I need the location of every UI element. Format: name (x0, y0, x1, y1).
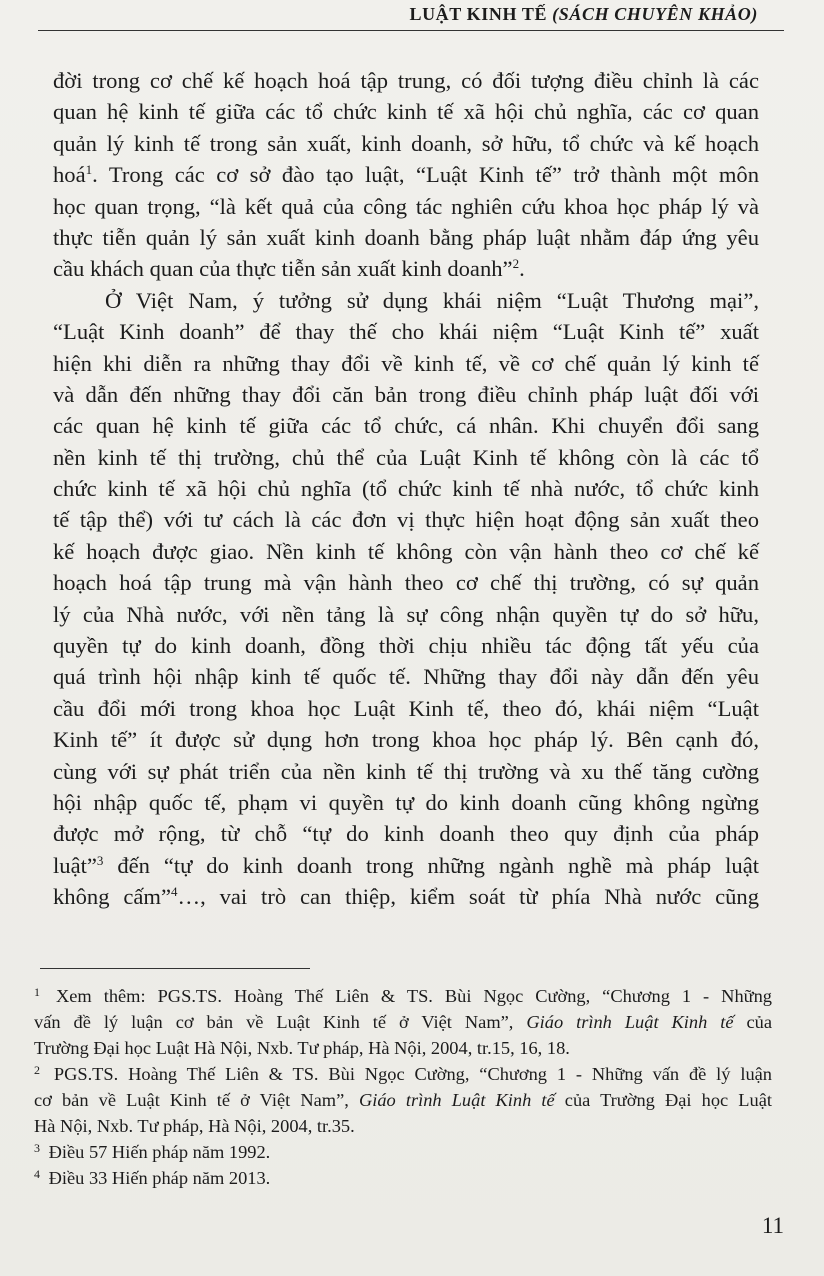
body-line: nền kinh tế thị trường, chủ thể của Luật Kinh tế không còn là các tổ (53, 444, 759, 470)
body-line: học quan trọng, “là kết quả của công tác nghiên cứu khoa học pháp lý và (53, 193, 759, 219)
body-line: chức kinh tế xã hội chủ nghĩa (tổ chức kinh tế nhà nước, tổ chức kinh (53, 476, 759, 502)
page-number: 11 (761, 1213, 784, 1238)
body-line: lý của Nhà nước, với nền tảng là sự công nhận quyền tự do sở hữu, (53, 601, 759, 627)
footnote-line: vấn đề lý luận cơ bản về Luật Kinh tế ở Việt Nam”, Giáo trình Luật Kinh tế của (34, 1012, 772, 1032)
body-line: Kinh tế” ít được sử dụng hơn trong khoa học pháp lý. Bên cạnh đó, (53, 727, 759, 753)
body-text (53, 65, 759, 913)
footnote-line: cơ bản về Luật Kinh tế ở Việt Nam”, Giáo trình Luật Kinh tế của Trường Đại học Luật (34, 1090, 772, 1110)
body-line: hội nhập quốc tế, phạm vi quyền tự do kinh doanh cũng không ngừng (53, 789, 759, 815)
header-rule (38, 30, 784, 31)
running-header-subtitle: (SÁCH CHUYÊN KHẢO) (552, 4, 758, 24)
body-line: quyền tự do kinh doanh, đồng thời chịu nhiều tác động tất yếu của (53, 633, 759, 659)
running-header (409, 4, 758, 25)
body-line: cầu đổi mới trong khoa học Luật Kinh tế, theo đó, khái niệm “Luật (53, 695, 759, 721)
body-line: quá trình hội nhập kinh tế quốc tế. Những thay đổi này dẫn đến yêu (53, 664, 759, 690)
footnote-line: Trường Đại học Luật Hà Nội, Nxb. Tư pháp, Hà Nội, 2004, tr.15, 16, 18. (34, 1038, 570, 1058)
body-line: quan hệ kinh tế giữa các tổ chức kinh tế xã hội chủ nghĩa, các cơ quan (53, 99, 759, 125)
body-line: được mở rộng, từ chỗ “tự do kinh doanh theo quy định của pháp (53, 821, 759, 847)
body-line: luật”$^3$ đến “tự do kinh doanh trong những ngành nghề mà pháp luật (53, 852, 759, 878)
body-line: Ở Việt Nam, ý tưởng sử dụng khái niệm “Luật Thương mại”, (105, 287, 759, 313)
body-line: cùng với sự phát triển của nền kinh tế thị trường và xu thế tăng cường (53, 758, 759, 784)
footnote-line: $^3$ Điều 57 Hiến pháp năm 1992. (34, 1141, 271, 1162)
footnote-separator (40, 968, 310, 969)
body-line: tế tập thể) với tư cách là các đơn vị thực hiện hoạt động sản xuất theo (53, 507, 759, 533)
footnote-line: Hà Nội, Nxb. Tư pháp, Hà Nội, 2004, tr.35. (34, 1116, 355, 1136)
body-line: quản lý kinh tế trong sản xuất, kinh doanh, sở hữu, tổ chức và kế hoạch (53, 130, 759, 156)
footnote-line: $^1$ Xem thêm: PGS.TS. Hoàng Thế Liên & TS. Bùi Ngọc Cường, “Chương 1 - Những (34, 985, 772, 1006)
body-line: hiện khi diễn ra những thay đổi về kinh tế, về cơ chế quản lý kinh tế (53, 350, 759, 376)
body-line: không cấm”$^4$…, vai trò can thiệp, kiểm soát từ phía Nhà nước cũng (53, 884, 760, 910)
body-line: hoá$^1$. Trong các cơ sở đào tạo luật, “Luật Kinh tế” trở thành một môn (53, 162, 759, 188)
body-line: cầu khách quan của thực tiễn sản xuất kinh doanh”$^2$. (53, 256, 525, 282)
body-line: các quan hệ kinh tế giữa các tổ chức, cá nhân. Khi chuyển đổi sang (53, 413, 759, 439)
body-line: “Luật Kinh doanh” để thay thế cho khái niệm “Luật Kinh tế” xuất (53, 319, 759, 345)
footnotes (34, 983, 772, 1191)
body-line: đời trong cơ chế kế hoạch hoá tập trung, có đối tượng điều chỉnh là các (53, 68, 759, 93)
body-line: thực tiễn quản lý sản xuất kinh doanh bằng pháp luật nhằm đáp ứng yêu (53, 224, 759, 250)
footnote-line: $^4$ Điều 33 Hiến pháp năm 2013. (34, 1167, 271, 1188)
body-line: hoạch hoá tập trung mà vận hành theo cơ chế thị trường, có sự quản (53, 570, 759, 596)
running-header-title: LUẬT KINH TẾ (409, 4, 548, 24)
body-line: kế hoạch được giao. Nền kinh tế không còn vận hành theo cơ chế kế (53, 538, 759, 564)
footnote-line: $^2$ PGS.TS. Hoàng Thế Liên & TS. Bùi Ngọc Cường, “Chương 1 - Những vấn đề lý luận (34, 1063, 772, 1084)
body-line: và dẫn đến những thay đổi căn bản trong điều chỉnh pháp luật đối với (53, 381, 759, 407)
